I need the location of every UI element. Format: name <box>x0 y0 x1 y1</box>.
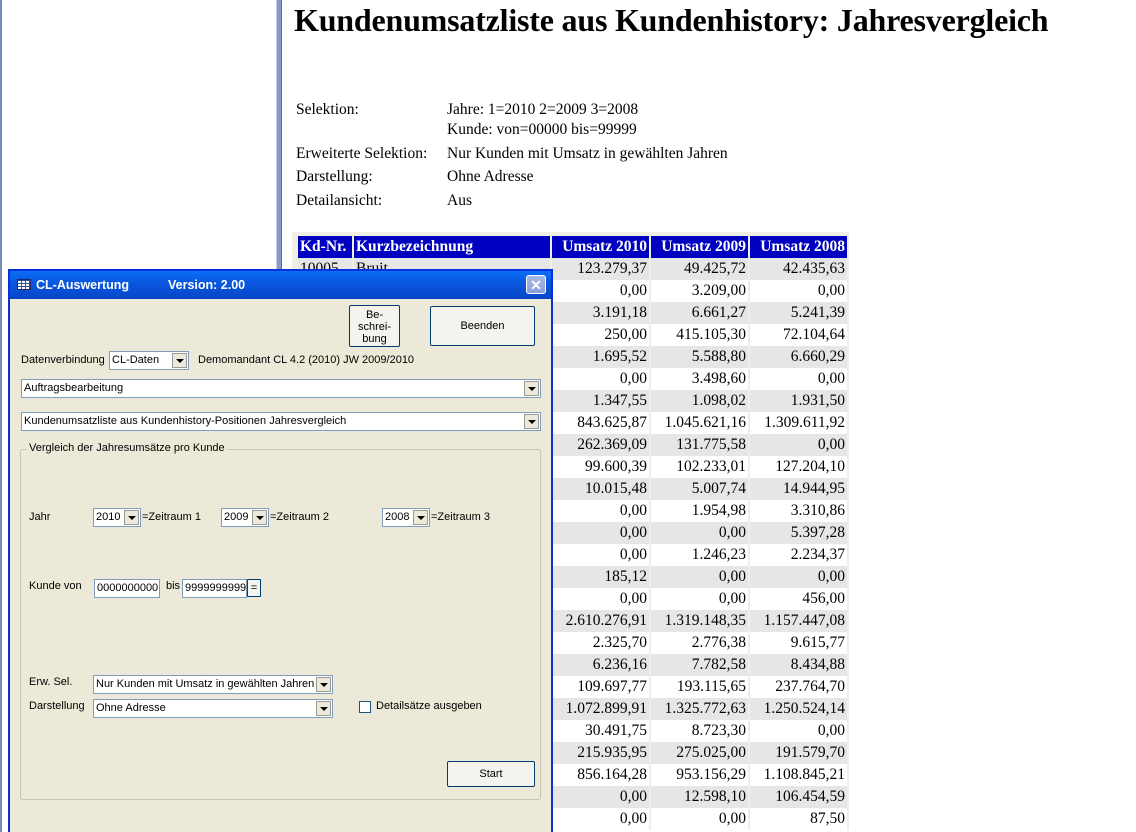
dialog-title: CL-Auswertung <box>36 278 130 292</box>
revenue-2008-cell: 1.157.447,08 <box>750 610 847 632</box>
revenue-2010-cell: 0,00 <box>552 786 649 808</box>
revenue-2008-cell: 106.454,59 <box>750 786 847 808</box>
revenue-2008-cell: 6.660,29 <box>750 346 847 368</box>
revenue-2009-cell: 102.233,01 <box>651 456 748 478</box>
revenue-2008-cell: 5.397,28 <box>750 522 847 544</box>
extended-selection-label: Erweiterte Selektion: <box>296 145 428 162</box>
year2-value: 2009 <box>224 511 249 523</box>
revenue-2010-cell: 109.697,77 <box>552 676 649 698</box>
selection-customer-range: Kunde: von=00000 bis=99999 <box>447 121 637 138</box>
report-title: Kundenumsatzliste aus Kundenhistory: Jahresvergleich <box>294 2 1049 38</box>
chevron-down-icon[interactable] <box>524 414 539 429</box>
revenue-2010-cell: 30.491,75 <box>552 720 649 742</box>
revenue-2008-cell: 456,00 <box>750 588 847 610</box>
selection-years: Jahre: 1=2010 2=2009 3=2008 <box>447 101 639 118</box>
close-icon[interactable]: ✕ <box>526 275 546 294</box>
zeitraum2-label: =Zeitraum 2 <box>270 511 329 523</box>
revenue-2010-cell: 6.236,16 <box>552 654 649 676</box>
kunde-bis-input[interactable] <box>182 579 247 598</box>
revenue-2010-cell: 262.369,09 <box>552 434 649 456</box>
revenue-2009-cell: 0,00 <box>651 808 748 830</box>
comparison-group-box <box>20 449 541 800</box>
selection-label: Selektion: <box>296 101 359 118</box>
kunde-von-value: 0000000000 <box>97 582 159 594</box>
revenue-2009-cell: 5.007,74 <box>651 478 748 500</box>
customer-lookup-button[interactable]: = <box>247 579 261 597</box>
revenue-2009-cell: 953.156,29 <box>651 764 748 786</box>
datenverbindung-label: Datenverbindung <box>21 354 105 366</box>
revenue-2009-cell: 1.325.772,63 <box>651 698 748 720</box>
chevron-down-icon[interactable] <box>124 510 139 525</box>
bis-label: bis <box>166 580 181 592</box>
datenverbindung-value: CL-Daten <box>112 354 160 366</box>
revenue-2009-cell: 49.425,72 <box>651 258 748 280</box>
revenue-2009-cell: 0,00 <box>651 566 748 588</box>
revenue-2010-cell: 10.015,48 <box>552 478 649 500</box>
revenue-2008-cell: 1.250.524,14 <box>750 698 847 720</box>
revenue-2010-cell: 215.935,95 <box>552 742 649 764</box>
revenue-2009-cell: 0,00 <box>651 522 748 544</box>
start-button[interactable]: Start <box>447 761 535 787</box>
revenue-2009-cell: 275.025,00 <box>651 742 748 764</box>
detail-view-label: Detailansicht: <box>296 192 383 209</box>
revenue-2008-cell: 1.108.845,21 <box>750 764 847 786</box>
group-title: Vergleich der Jahresumsätze pro Kunde <box>29 442 225 454</box>
revenue-2010-cell: 843.625,87 <box>552 412 649 434</box>
column-header-customer-number: Kd-Nr. <box>298 236 352 258</box>
detail-view-value: Aus <box>447 192 472 209</box>
revenue-2008-cell: 0,00 <box>750 368 847 390</box>
revenue-2008-cell: 127.204,10 <box>750 456 847 478</box>
revenue-2009-cell: 3.209,00 <box>651 280 748 302</box>
erw-sel-label: Erw. Sel. <box>29 676 73 688</box>
zeitraum3-label: =Zeitraum 3 <box>431 511 490 523</box>
revenue-2009-cell: 1.098,02 <box>651 390 748 412</box>
dialog-version: Version: 2.00 <box>168 278 246 292</box>
revenue-2008-cell: 0,00 <box>750 720 847 742</box>
revenue-2008-cell: 0,00 <box>750 566 847 588</box>
revenue-2010-cell: 2.610.276,91 <box>552 610 649 632</box>
mandant-label: Demomandant CL 4.2 (2010) JW 2009/2010 <box>198 354 415 366</box>
chevron-down-icon[interactable] <box>316 677 331 692</box>
revenue-2010-cell: 0,00 <box>552 368 649 390</box>
chevron-down-icon[interactable] <box>316 701 331 716</box>
revenue-2009-cell: 193.115,65 <box>651 676 748 698</box>
revenue-2008-cell: 0,00 <box>750 280 847 302</box>
revenue-2009-cell: 1.246,23 <box>651 544 748 566</box>
chevron-down-icon[interactable] <box>172 353 187 368</box>
cl-auswertung-dialog <box>8 269 553 832</box>
darstellung-value: Ohne Adresse <box>96 702 166 714</box>
dialog-titlebar[interactable] <box>10 271 551 299</box>
revenue-2009-cell: 8.723,30 <box>651 720 748 742</box>
erw-sel-select[interactable] <box>93 675 333 694</box>
revenue-2010-cell: 1.072.899,91 <box>552 698 649 720</box>
column-header-revenue-2010: Umsatz 2010 <box>552 236 649 258</box>
revenue-2010-cell: 0,00 <box>552 500 649 522</box>
revenue-2010-cell: 3.191,18 <box>552 302 649 324</box>
revenue-2010-cell: 2.325,70 <box>552 632 649 654</box>
revenue-2009-cell: 6.661,27 <box>651 302 748 324</box>
revenue-2008-cell: 5.241,39 <box>750 302 847 324</box>
column-header-short-name: Kurzbezeichnung <box>354 236 550 258</box>
revenue-2008-cell: 9.615,77 <box>750 632 847 654</box>
module-value: Auftragsbearbeitung <box>24 382 124 394</box>
detailsaetze-checkbox[interactable] <box>359 701 371 713</box>
revenue-2010-cell: 1.347,55 <box>552 390 649 412</box>
revenue-2008-cell: 42.435,63 <box>750 258 847 280</box>
revenue-2008-cell: 2.234,37 <box>750 544 847 566</box>
revenue-2009-cell: 131.775,58 <box>651 434 748 456</box>
darstellung-label: Darstellung <box>29 700 85 712</box>
datenverbindung-select[interactable] <box>109 351 189 370</box>
revenue-2010-cell: 0,00 <box>552 522 649 544</box>
chevron-down-icon[interactable] <box>252 510 267 525</box>
revenue-2008-cell: 1.309.611,92 <box>750 412 847 434</box>
darstellung-select[interactable] <box>93 699 333 718</box>
jahr-label: Jahr <box>29 511 51 523</box>
revenue-2008-cell: 191.579,70 <box>750 742 847 764</box>
report-select[interactable] <box>21 412 541 431</box>
revenue-2010-cell: 185,12 <box>552 566 649 588</box>
detailsaetze-label: Detailsätze ausgeben <box>376 700 482 712</box>
revenue-2008-cell: 8.434,88 <box>750 654 847 676</box>
revenue-2010-cell: 123.279,37 <box>552 258 649 280</box>
beschreibung-button[interactable]: Be- schrei- bung <box>349 305 400 347</box>
revenue-2009-cell: 415.105,30 <box>651 324 748 346</box>
revenue-2010-cell: 856.164,28 <box>552 764 649 786</box>
revenue-2010-cell: 1.695,52 <box>552 346 649 368</box>
column-header-revenue-2008: Umsatz 2008 <box>750 236 847 258</box>
year2-select[interactable] <box>221 508 269 527</box>
year1-select[interactable] <box>93 508 141 527</box>
display-value: Ohne Adresse <box>447 168 534 185</box>
module-select[interactable] <box>21 379 541 398</box>
revenue-2010-cell: 0,00 <box>552 280 649 302</box>
revenue-2009-cell: 1.045.621,16 <box>651 412 748 434</box>
revenue-2008-cell: 72.104,64 <box>750 324 847 346</box>
kunde-bis-value: 9999999999 <box>185 582 247 594</box>
kunde-von-input[interactable] <box>94 579 160 598</box>
beenden-button[interactable]: Beenden <box>430 306 535 346</box>
year3-select[interactable] <box>382 508 430 527</box>
revenue-2009-cell: 1.954,98 <box>651 500 748 522</box>
revenue-2009-cell: 5.588,80 <box>651 346 748 368</box>
revenue-2010-cell: 0,00 <box>552 588 649 610</box>
revenue-2008-cell: 237.764,70 <box>750 676 847 698</box>
revenue-2009-cell: 7.782,58 <box>651 654 748 676</box>
revenue-2008-cell: 3.310,86 <box>750 500 847 522</box>
revenue-2009-cell: 1.319.148,35 <box>651 610 748 632</box>
revenue-2009-cell: 3.498,60 <box>651 368 748 390</box>
chevron-down-icon[interactable] <box>413 510 428 525</box>
kunde-von-label: Kunde von <box>29 580 82 592</box>
report-value: Kundenumsatzliste aus Kundenhistory-Positionen Jahresvergleich <box>24 415 347 427</box>
revenue-2008-cell: 1.931,50 <box>750 390 847 412</box>
display-label: Darstellung: <box>296 168 373 185</box>
revenue-2010-cell: 0,00 <box>552 544 649 566</box>
revenue-2009-cell: 12.598,10 <box>651 786 748 808</box>
extended-selection-value: Nur Kunden mit Umsatz in gewählten Jahren <box>447 145 728 162</box>
revenue-2008-cell: 87,50 <box>750 808 847 830</box>
revenue-2009-cell: 2.776,38 <box>651 632 748 654</box>
year1-value: 2010 <box>96 511 121 523</box>
column-header-revenue-2009: Umsatz 2009 <box>651 236 748 258</box>
revenue-2010-cell: 0,00 <box>552 808 649 830</box>
table-icon <box>17 279 31 290</box>
revenue-2008-cell: 0,00 <box>750 434 847 456</box>
revenue-2008-cell: 14.944,95 <box>750 478 847 500</box>
revenue-2010-cell: 250,00 <box>552 324 649 346</box>
zeitraum1-label: =Zeitraum 1 <box>142 511 201 523</box>
erw-sel-value: Nur Kunden mit Umsatz in gewählten Jahren <box>96 678 315 690</box>
revenue-2009-cell: 0,00 <box>651 588 748 610</box>
year3-value: 2008 <box>385 511 410 523</box>
revenue-2010-cell: 99.600,39 <box>552 456 649 478</box>
chevron-down-icon[interactable] <box>524 381 539 396</box>
